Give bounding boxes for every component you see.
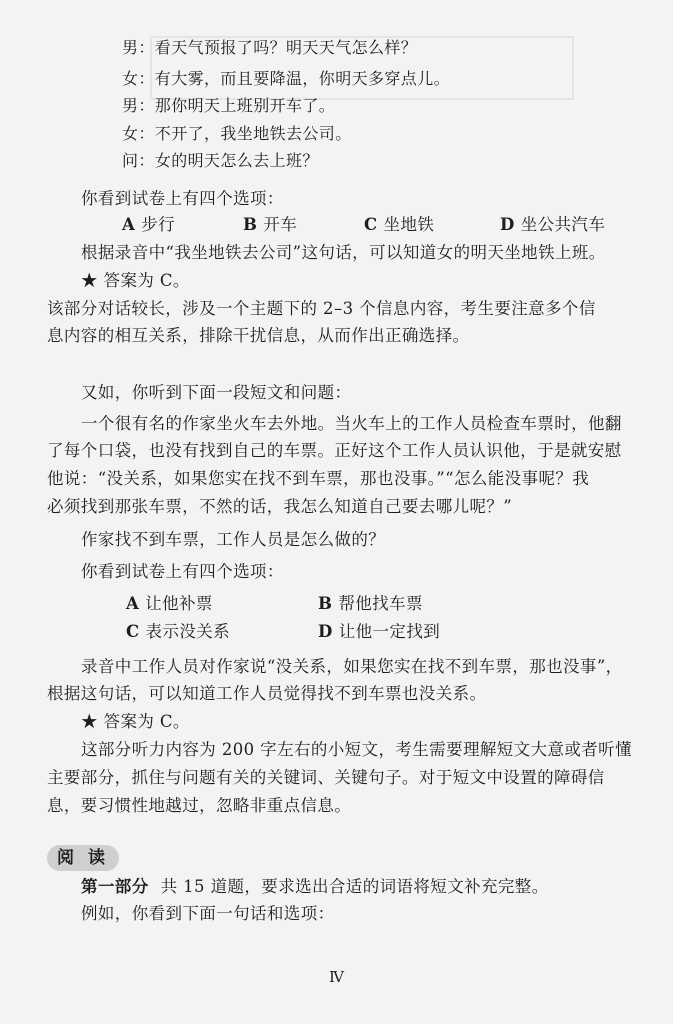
reading-part-text: 共 15 道题，要求选出合适的词语将短文补充完整。 bbox=[160, 877, 549, 896]
q1-option-c: C 坐地铁 bbox=[364, 215, 435, 234]
reading-section-tag: 阅 读 bbox=[47, 845, 119, 871]
dialog-line-1: 男：看天气预报了吗？明天天气怎么样？ bbox=[122, 38, 418, 57]
q2-passage-line-1: 一个很有名的作家坐火车去外地。当火车上的工作人员检查车票时，他翻 bbox=[81, 414, 622, 433]
q2-options-intro: 你看到试卷上有四个选项： bbox=[81, 562, 284, 581]
q2-note-line-1: 这部分听力内容为 200 字左右的小短文，考生需要理解短文大意或者听懂 bbox=[81, 740, 632, 759]
reading-example-intro: 例如，你看到下面一句话和选项： bbox=[81, 904, 335, 923]
q1-options-intro: 你看到试卷上有四个选项： bbox=[81, 189, 284, 208]
q2-option-a: A 让他补票 bbox=[126, 594, 213, 613]
q2-explanation-line-1: 录音中工作人员对作家说“没关系，如果您实在找不到车票，那也没事”， bbox=[81, 657, 623, 676]
q2-note-line-3: 息，要习惯性地越过，忽略非重点信息。 bbox=[47, 796, 352, 815]
q2-option-d: D 让他一定找到 bbox=[318, 622, 441, 641]
q2-question: 作家找不到车票，工作人员是怎么做的？ bbox=[81, 530, 386, 549]
dialog-line-3: 男：那你明天上班别开车了。 bbox=[122, 96, 336, 115]
q1-note-line-2: 息内容的相互关系，排除干扰信息，从而作出正确选择。 bbox=[47, 326, 470, 345]
dialog-line-2: 女：有大雾，而且要降温，你明天多穿点儿。 bbox=[122, 69, 451, 88]
q1-explanation: 根据录音中“我坐地铁去公司”这句话，可以知道女的明天坐地铁上班。 bbox=[81, 243, 606, 262]
dialog-line-4: 女：不开了，我坐地铁去公司。 bbox=[122, 124, 352, 143]
q2-option-b: B 帮他找车票 bbox=[318, 594, 423, 613]
q2-explanation-line-2: 根据这句话，可以知道工作人员觉得找不到车票也没关系。 bbox=[47, 684, 487, 703]
reading-part-label: 第一部分 bbox=[81, 877, 149, 896]
q1-option-b: B 开车 bbox=[243, 215, 298, 234]
q2-passage-line-3: 他说：“没关系，如果您实在找不到车票，那也没事。”“怎么能没事呢？我 bbox=[47, 469, 590, 488]
q2-passage-line-2: 了每个口袋，也没有找到自己的车票。正好这个工作人员认识他，于是就安慰 bbox=[47, 441, 622, 460]
q2-option-c: C 表示没关系 bbox=[126, 622, 231, 641]
q2-note-line-2: 主要部分，抓住与问题有关的关键词、关键句子。对于短文中设置的障碍信 bbox=[47, 768, 605, 787]
page-number: Ⅳ bbox=[329, 968, 344, 986]
q2-answer: ★ 答案为 C。 bbox=[81, 712, 190, 731]
q1-option-a: A 步行 bbox=[122, 215, 176, 234]
q1-answer: ★ 答案为 C。 bbox=[81, 271, 190, 290]
q2-intro: 又如，你听到下面一段短文和问题： bbox=[81, 383, 352, 402]
dialog-question: 问：女的明天怎么去上班？ bbox=[122, 151, 319, 170]
q2-passage-line-4: 必须找到那张车票，不然的话，我怎么知道自己要去哪儿呢？” bbox=[47, 497, 513, 516]
reading-part-one bbox=[81, 874, 549, 900]
q1-option-d: D 坐公共汽车 bbox=[500, 215, 606, 234]
q1-note-line-1: 该部分对话较长，涉及一个主题下的 2–3 个信息内容，考生要注意多个信 bbox=[47, 299, 596, 318]
